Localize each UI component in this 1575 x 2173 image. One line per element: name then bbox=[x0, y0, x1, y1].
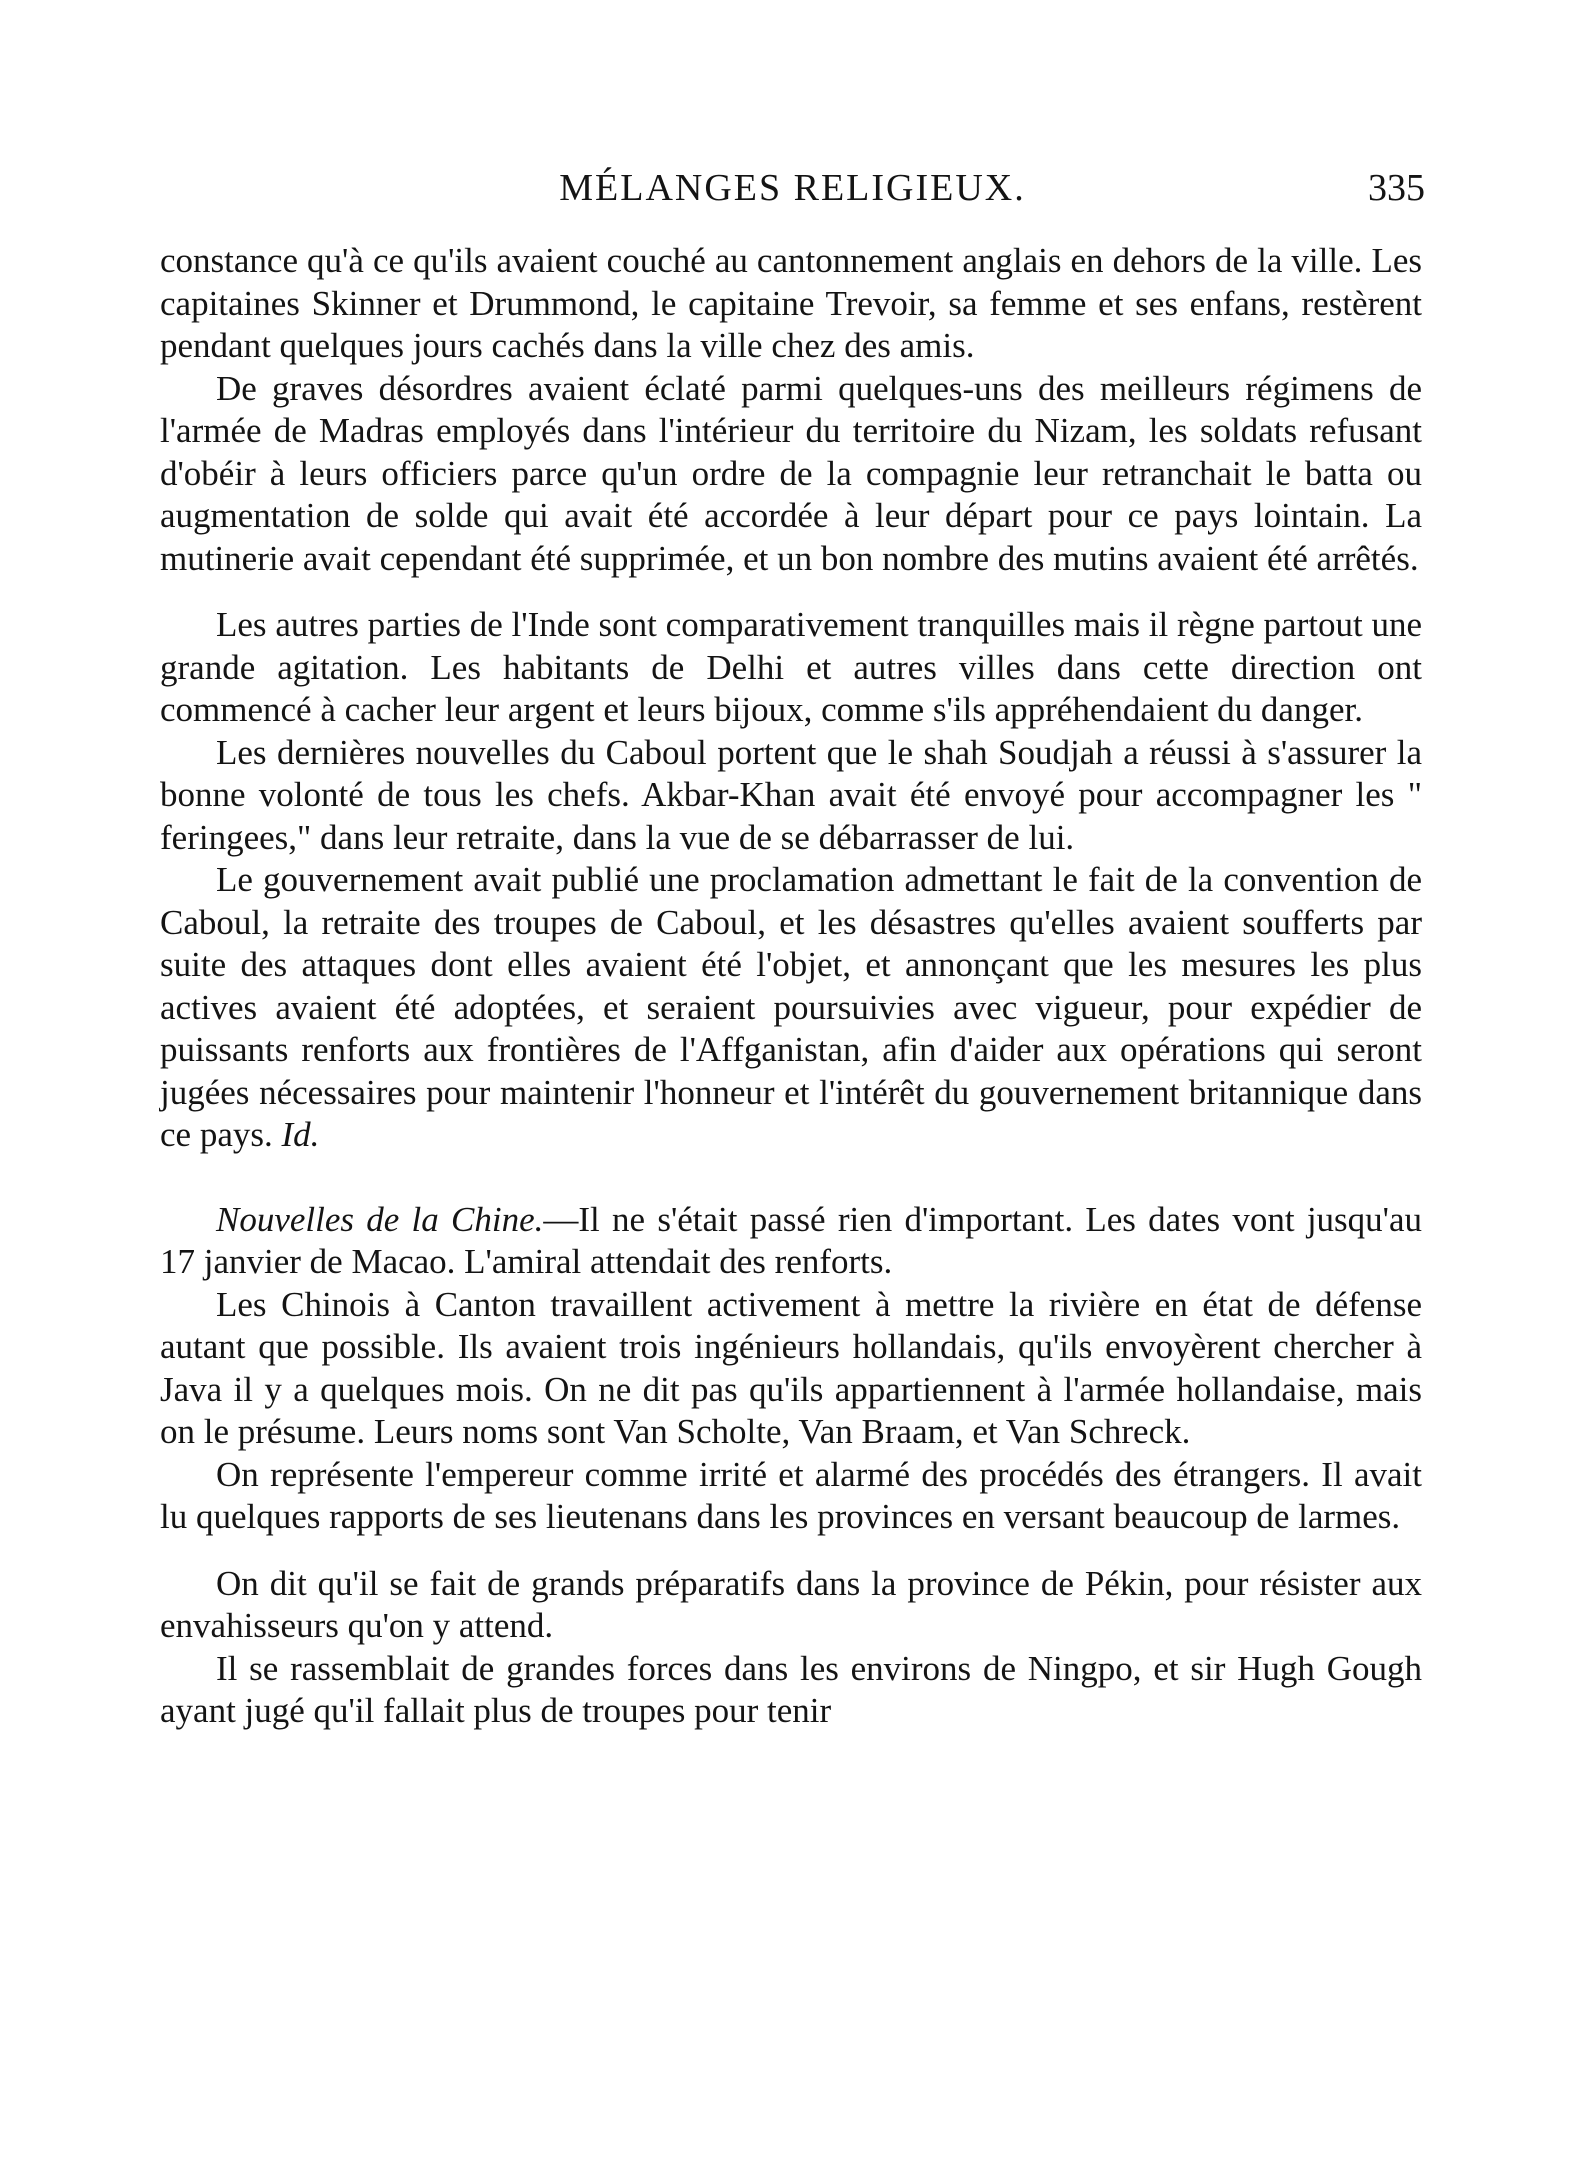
paragraph-5 bbox=[160, 859, 1422, 1157]
paragraph-1: constance qu'à ce qu'ils avaient couché au cantonnement anglais en dehors de la ville. Les capitaines Skinner et Drummond, le capitaine Trevoir, sa femme et ses enfans, restèrent pendant quelques jours cachés dans la ville chez des amis. bbox=[160, 241, 1422, 365]
paragraph-5-text: Le gouvernement avait publié une proclamation admettant le fait de la convention de Caboul, la retraite des troupes de Caboul, et les désastres qu'elles avaient soufferts par suite des attaques dont elles avaient été l'objet, et annonçant que les mesures les plus actives avaient été adoptées, et seraient poursuivies avec vigueur, pour expédier de puissants renforts aux frontières de l'Affganistan, afin d'aider aux opérations qui seront jugées nécessaires pour maintenir l'honneur et l'intérêt du gouvernement britannique dans ce pays. bbox=[160, 860, 1422, 1154]
paragraph-3: Les autres parties de l'Inde sont comparativement tranquilles mais il règne partout une grande agitation. Les habitants de Delhi et autres villes dans cette direction ont commencé à cacher leur argent et leurs bijoux, comme s'ils appréhendaient du danger. bbox=[160, 605, 1422, 729]
source-citation: Id. bbox=[281, 1115, 320, 1154]
page-number: 335 bbox=[1368, 167, 1425, 209]
paragraph-6 bbox=[160, 1199, 1422, 1284]
paragraph-7: Les Chinois à Canton travaillent activement à mettre la rivière en état de défense autant que possible. Ils avaient trois ingénieurs hollandais, qu'ils envoyèrent chercher à Java il y a quelques mois. On ne dit pas qu'ils appartiennent à l'armée hollandaise, mais on le présume. Leurs noms sont Van Scholte, Van Braam, et Van Schreck. bbox=[160, 1284, 1422, 1451]
section-rubric: Nouvelles de la Chine. bbox=[216, 1199, 544, 1239]
paragraph-4: Les dernières nouvelles du Caboul portent que le shah Soudjah a réussi à s'assurer la bonne volonté de tous les chefs. Akbar-Khan avait été envoyé pour accompagner les " feringees," dans leur retraite, dans la vue de se débarrasser de lui. bbox=[160, 732, 1422, 857]
page-header bbox=[160, 158, 1425, 218]
paragraph-9: On dit qu'il se fait de grands préparatifs dans la province de Pékin, pour résister aux envahisseurs qu'on y attend. bbox=[160, 1563, 1422, 1645]
paragraph-8: On représente l'empereur comme irrité et alarmé des procédés des étrangers. Il avait lu quelques rapports de ses lieutenans dans les provinces en versant beaucoup de larmes. bbox=[160, 1454, 1422, 1536]
running-title: MÉLANGES RELIGIEUX. bbox=[559, 167, 1026, 209]
paragraph-10: Il se rassemblait de grandes forces dans les environs de Ningpo, et sir Hugh Gough ayant jugé qu'il fallait plus de troupes pour tenir bbox=[160, 1648, 1422, 1730]
body-text bbox=[160, 240, 1422, 1733]
paragraph-6-text: —Il ne s'était passé rien d'important. Les dates vont jusqu'au 17 janvier de Macao. L'amiral attendait des renforts. bbox=[160, 1199, 1422, 1281]
paragraph-2: De graves désordres avaient éclaté parmi quelques-uns des meilleurs régimens de l'armée de Madras employés dans l'intérieur du territoire du Nizam, les soldats refusant d'obéir à leurs officiers parce qu'un ordre de la compagnie leur retranchait le batta ou augmentation de solde qui avait été accordée à leur départ pour ce pays lointain. La mutinerie avait cependant été supprimée, et un bon nombre des mutins avaient été arrêtés. bbox=[160, 368, 1422, 578]
